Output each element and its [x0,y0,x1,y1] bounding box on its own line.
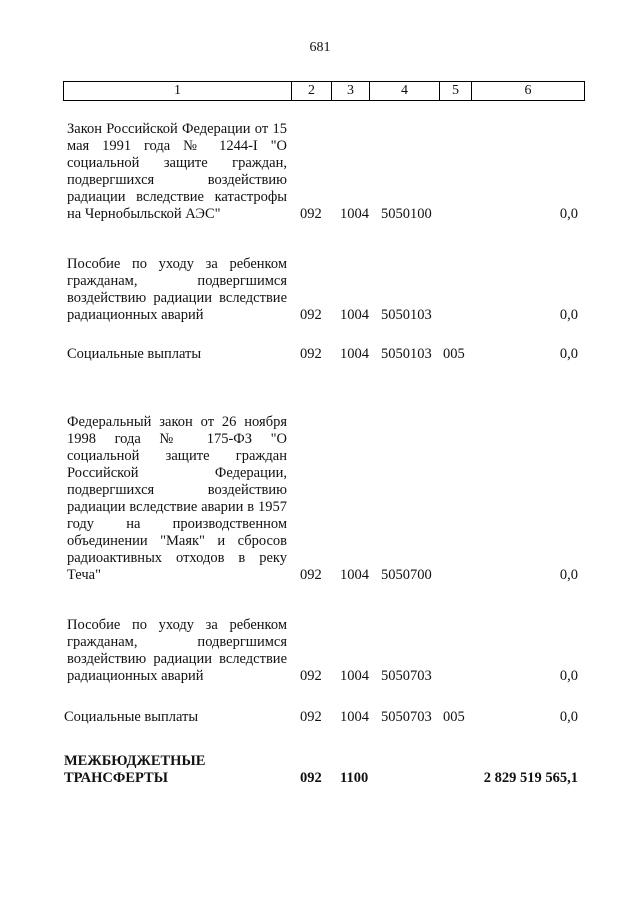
row-description: Федеральный закон от 26 ноября 1998 года № 175-ФЗ "О социальной защите граждан Российской Федерации, подвергшихся воздействию радиации вследствие аварии в 1957 году на производственном объединении "Маяк" и сбросов радиоактивных отходов в реку Теча" [67,414,287,583]
row-code-3: 1004 [340,567,369,583]
row-description: Социальные выплаты [64,709,199,725]
row-description: МЕЖБЮДЖЕТНЫЕ ТРАНСФЕРТЫ [64,753,206,786]
header-col-4: 4 [370,82,440,100]
row-description: Пособие по уходу за ребенком гражданам, подвергшимся воздействию радиации вследствие радиационных аварий [67,256,287,323]
row-description: Социальные выплаты [67,346,202,362]
row-amount: 0,0 [559,709,578,725]
row-code-2: 092 [300,770,322,786]
row-amount: 0,0 [559,346,578,362]
table-header [63,81,585,101]
page-number: 681 [309,40,331,55]
row-code-3: 1100 [340,770,369,786]
header-col-2: 2 [292,82,332,100]
row-code-3: 1004 [340,307,369,323]
row-amount: 0,0 [559,307,578,323]
row-code-2: 092 [300,709,322,725]
row-code-4: 5050100 [381,206,432,222]
header-col-3: 3 [332,82,370,100]
row-code-2: 092 [300,307,322,323]
row-code-3: 1004 [340,668,369,684]
row-code-2: 092 [300,567,322,583]
row-amount: 0,0 [559,668,578,684]
row-code-2: 092 [300,346,322,362]
row-code-4: 5050103 [381,307,432,323]
row-code-4: 5050103 [381,346,432,362]
row-code-4: 5050703 [381,709,432,725]
row-code-5: 005 [443,709,465,725]
row-code-5: 005 [443,346,465,362]
row-code-2: 092 [300,668,322,684]
header-col-6: 6 [524,83,532,98]
row-amount: 0,0 [559,567,578,583]
row-code-3: 1004 [340,709,369,725]
row-code-4: 5050703 [381,668,432,684]
row-code-3: 1004 [340,346,369,362]
row-code-2: 092 [300,206,322,222]
row-description: Закон Российской Федерации от 15 мая 1991 года № 1244-I "О социальной защите граждан, подвергшихся воздействию радиации вследствие катастрофы на Чернобыльской АЭС" [67,121,287,222]
header-col-5: 5 [440,82,472,100]
header-col-1: 1 [64,82,292,100]
row-amount: 2 829 519 565,1 [483,770,578,786]
row-description: Пособие по уходу за ребенком гражданам, подвергшимся воздействию радиации вследствие радиационных аварий [67,617,287,684]
row-amount: 0,0 [559,206,578,222]
row-code-3: 1004 [340,206,369,222]
row-code-4: 5050700 [381,567,432,583]
